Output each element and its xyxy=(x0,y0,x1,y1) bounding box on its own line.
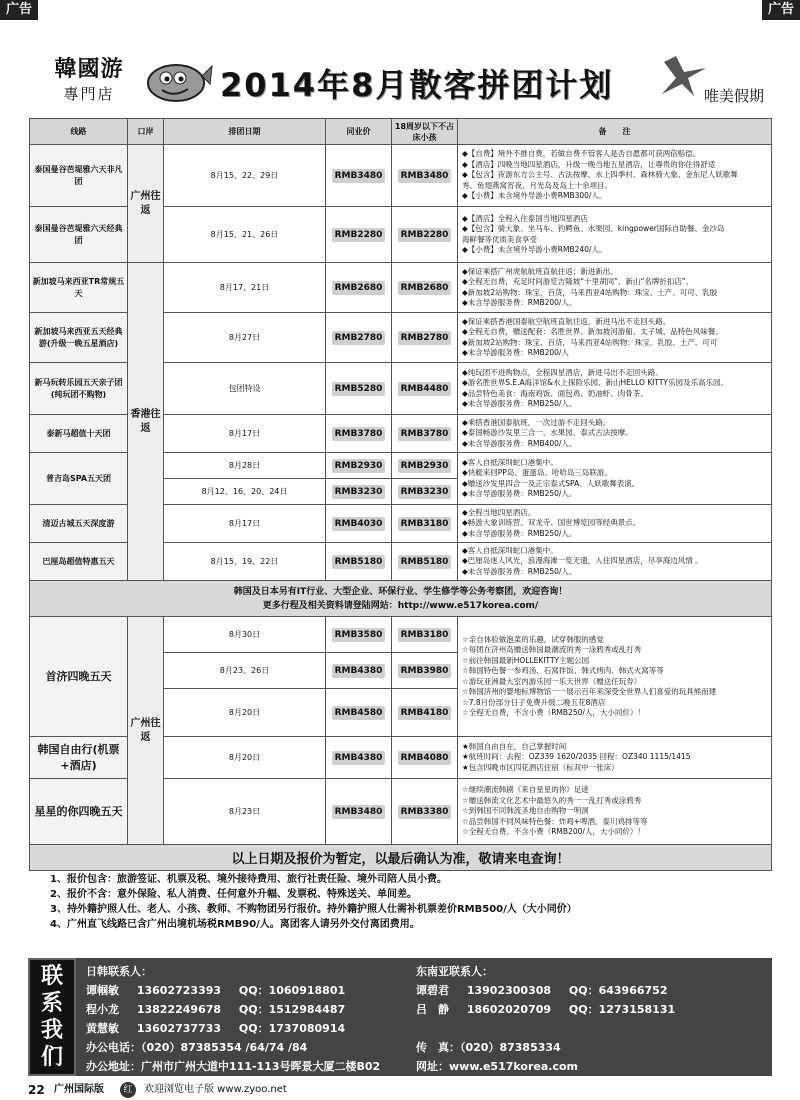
tour-date: 8月20日 xyxy=(164,689,326,737)
child-price: RMB3230 xyxy=(398,485,452,499)
note-line: ◆全程无自费，充足时间游览吉隆坡“十里胡同”、新山“名牌折扣店”。 xyxy=(462,277,694,286)
child-price: RMB3180 xyxy=(398,628,452,642)
ebook-link[interactable]: 欢迎浏览电子版 www.zyoo.net xyxy=(144,1084,287,1095)
contact-side-char: 们 xyxy=(40,1045,63,1070)
route-name: 新马玩转乐园五天亲子团(纯玩团不购物) xyxy=(30,363,128,415)
contact-row xyxy=(86,1019,416,1038)
tour-notes xyxy=(458,505,772,543)
contact-panel xyxy=(28,958,772,1076)
child-price: RMB2780 xyxy=(398,331,452,345)
note-line: ☆韩国济州的婴地标博物馆一一展示百年来深受全世界人们喜爱的玩具熊而建 xyxy=(462,687,717,696)
contact-qq: QQ：1060918801 xyxy=(238,984,346,997)
tour-notes xyxy=(458,453,772,505)
child-price: RMB2930 xyxy=(398,459,452,473)
route-name: 清迈古城五天深度游 xyxy=(30,505,128,543)
route-name: 泰新马超值十天团 xyxy=(30,415,128,453)
contact-phone[interactable]: 13902300308 xyxy=(466,984,552,997)
tour-notes xyxy=(458,779,772,845)
tour-date: 8月20日 xyxy=(164,737,326,779)
page-footer xyxy=(0,1080,800,1100)
tour-date: 8月12、16、20、24日 xyxy=(164,479,326,505)
contact-qq: QQ：1273158131 xyxy=(568,1003,676,1016)
note-line: ◆【自费】境外不推自费，若做自费不管客人是否自愿都可获两倍赔偿。 xyxy=(462,149,701,159)
trade-price: RMB4380 xyxy=(332,664,386,678)
note-line: ☆赠送韩流文化艺术中最悠久的秀一一乱打秀或涂鸦秀 xyxy=(462,795,642,805)
note-line: ◆保证乘搭广州虎航航班直航往返；新进新出。 xyxy=(462,266,618,276)
col-price: 同业价 xyxy=(326,119,392,145)
tour-date: 8月23、26日 xyxy=(164,653,326,689)
contact-qq: QQ：643966752 xyxy=(568,984,668,997)
note-line: ◆未含导游服务费：RMB200/人 xyxy=(462,348,569,357)
note-line: ☆前往韩国最新HOLLEKITTY主题公园 xyxy=(462,655,590,665)
note-line: ◆快艇来回PP岛、蛋蛋岛、哈哈岛三岛联游。 xyxy=(462,468,612,477)
website-link[interactable]: 网址：www.e517korea.com xyxy=(416,1060,578,1073)
note-line: ◆保证乘搭香港国泰航空航班直航往返，新进马出不走回头路。 xyxy=(462,316,671,326)
route-name: 首济四晚五天 xyxy=(30,617,128,737)
publication-name: 广州国际版 xyxy=(54,1084,104,1095)
tour-notes xyxy=(458,263,772,313)
korea-contacts xyxy=(86,962,416,1076)
contact-phone[interactable]: 13602723393 xyxy=(136,984,222,997)
tour-date: 8月23日 xyxy=(164,779,326,845)
note-line: ☆亲自体验做泡菜的乐趣，试穿韩服的感觉 xyxy=(462,634,604,644)
note-line: ☆继续潮流韩剧《来自星星的你》足迹 xyxy=(462,785,589,795)
brand-logo xyxy=(34,52,144,104)
partner-logo-text: 唯美假期 xyxy=(703,87,764,105)
contact-name: 黄慧敏 xyxy=(86,1022,119,1035)
korea-contacts-title: 日韩联系人： xyxy=(86,965,152,978)
sea-contacts-title: 东南亚联系人： xyxy=(416,965,493,978)
note-line: ◆【小费】未含境外导游小费RMB240/人。 xyxy=(462,245,607,254)
note-line: ◆未含导游服务费：RMB250/人。 xyxy=(462,489,577,498)
note-line: ◆品尝特色美食：海南鸡饭、面包鸡、奶油虾、肉骨茶。 xyxy=(462,388,648,398)
trade-price: RMB3230 xyxy=(332,485,386,499)
child-price: RMB4080 xyxy=(398,751,452,765)
note-line: ◆未含导游服务费：RMB250/人。 xyxy=(462,566,577,576)
tour-date: 8月15、19、22日 xyxy=(164,543,326,581)
note-line: ◆未含导游服务费：RMB400/人。 xyxy=(462,438,577,448)
trade-price: RMB3480 xyxy=(332,805,386,819)
tour-date: 8月30日 xyxy=(164,617,326,653)
table-row xyxy=(30,263,772,313)
note-line: ◆【包含】夜游东方公主号、古法按摩、水上四季村、森林骑大象、金东尼人妖歌舞 xyxy=(462,170,738,180)
tour-notes xyxy=(458,737,772,779)
note-line: ★韩国自由自在，自己掌握时间 xyxy=(462,741,567,751)
trade-price: RMB3780 xyxy=(332,427,386,441)
contact-name: 程小龙 xyxy=(86,1003,119,1016)
child-price: RMB4480 xyxy=(398,382,452,396)
note-line: ◆客人自抵深圳蛇口港集中。 xyxy=(462,545,558,555)
note-line: ◆泰国畅游沙发里三合一、水果园、泰式古法按摩。 xyxy=(462,428,633,438)
tour-date: 8月17日 xyxy=(164,415,326,453)
tour-notes xyxy=(458,617,772,737)
footnotes xyxy=(50,872,750,932)
child-price: RMB2280 xyxy=(398,228,452,242)
footnote-2: 2、报价不含：意外保险、私人消费、任何意外升幅、发票税、特殊送关、单间差。 xyxy=(50,889,417,900)
contact-name: 谭帼敏 xyxy=(86,984,119,997)
contact-row xyxy=(416,1000,766,1019)
brand-line2: 專門店 xyxy=(63,85,115,103)
info-band-line2: 更多行程及相关资料请登陆网站：http://www.e517korea.com/ xyxy=(262,600,539,611)
contact-side-char: 联 xyxy=(40,964,63,989)
note-line: ◆【包含】骑大象、坐马车、钓鳄鱼、水果园、kingpower国际自助餐、金沙岛 xyxy=(462,224,725,233)
trade-price: RMB2780 xyxy=(332,331,386,345)
port-guangzhou-korea: 广州往返 xyxy=(128,617,164,845)
note-line: ◆未含导游服务费：RMB200/人。 xyxy=(462,298,577,307)
col-route: 线路 xyxy=(30,119,128,145)
note-line: ◆客人自抵深圳蛇口港集中。 xyxy=(462,457,558,467)
contact-side-char: 系 xyxy=(40,991,63,1016)
contact-name: 吕 静 xyxy=(416,1003,449,1016)
child-price: RMB4180 xyxy=(398,706,452,720)
tour-notes xyxy=(458,543,772,581)
tour-notes xyxy=(458,145,772,207)
contact-qq: QQ：1737080914 xyxy=(238,1022,346,1035)
note-line: ◆全程当地四星酒店。 xyxy=(462,507,536,517)
contact-name: 谭碧君 xyxy=(416,984,449,997)
trade-price: RMB3580 xyxy=(332,628,386,642)
footnote-3: 3、持外籍护照人仕、老人、小孩、教师、不购物团另行报价。持外籍护照人仕需补机票差价RMB500/人（大小同价） xyxy=(50,904,577,915)
port-hongkong: 香港往返 xyxy=(128,263,164,581)
trade-price: RMB2280 xyxy=(332,228,386,242)
page-number: 22 xyxy=(28,1083,45,1097)
disclaimer-text: 以上日期及报价为暂定，以最后确认为准，敬请来电查询！ xyxy=(30,845,772,871)
note-line: ◆【酒店】全程入住泰国当地四星酒店 xyxy=(462,213,588,223)
route-name: 普吉岛SPA五天团 xyxy=(30,453,128,505)
tour-notes xyxy=(458,207,772,263)
child-price: RMB5180 xyxy=(398,555,452,569)
note-line: ◆【小费】未含境外导游小费RMB300/人。 xyxy=(462,191,607,201)
info-band-cell xyxy=(30,581,772,617)
note-line: ☆全程无自费、不含小费（RMB200/人，大小同价）！ xyxy=(462,827,645,837)
route-name: 泰国曼谷芭堤雅六天经典团 xyxy=(30,207,128,263)
note-line: ◆未含导游服务费：RMB250/人。 xyxy=(462,399,577,408)
contact-side-label xyxy=(28,958,76,1076)
note-line: ☆游玩亚洲最大室内游乐园一乐天世界（赠送任玩券） xyxy=(462,676,642,686)
route-name: 韩国自由行(机票+酒店) xyxy=(30,737,128,779)
note-line: ◆巴厘岛迷人风光，浪漫海滩一览无遗，入住四星酒店，尽享海边风情 。 xyxy=(462,556,703,566)
tour-notes xyxy=(458,313,772,363)
note-line: ◆纯玩团不进购物点，全程四星酒店，新进马出不走回头路。 xyxy=(462,367,663,377)
col-date: 排团日期 xyxy=(164,119,326,145)
ad-label-left: 广告 xyxy=(0,0,38,20)
note-line: ◆新加坡2站购物：珠宝、百货，马来西亚4站购物：珠宝、土产、可可、乳胶 xyxy=(462,287,718,297)
note-line: ☆到韩国不同韩流圣地自由购物一明洞 xyxy=(462,806,589,816)
tour-date: 8月15、21、26日 xyxy=(164,207,326,263)
tour-notes xyxy=(458,415,772,453)
child-price: RMB3380 xyxy=(398,805,452,819)
note-line: ☆品尝韩国不同风味特色餐：炸鸡+啤酒，泰川鸡排等等 xyxy=(462,816,648,826)
trade-price: RMB2680 xyxy=(332,281,386,295)
col-child: 18周岁以下不占床小孩 xyxy=(392,119,458,145)
port-guangzhou: 广州往返 xyxy=(128,145,164,263)
page-title: 2014年8月散客拼团计划 xyxy=(220,66,614,104)
tour-notes xyxy=(458,363,772,415)
contact-row xyxy=(416,981,766,1000)
child-price: RMB3780 xyxy=(398,427,452,441)
note-line: ◆未含导游服务费：RMB250/人。 xyxy=(462,528,577,538)
trade-price: RMB4580 xyxy=(332,706,386,720)
trade-price: RMB4030 xyxy=(332,517,386,531)
child-price: RMB3180 xyxy=(398,517,452,531)
note-line: ★包含四晚市区四花酒店住宿（标双中一张床） xyxy=(462,762,619,772)
contact-row xyxy=(86,981,416,1000)
info-band xyxy=(30,581,772,617)
note-line: ◆畅游大象训练营、双龙寺、国世博览园等经典景点。 xyxy=(462,518,641,528)
route-name: 新加坡马来西亚TR常规五天 xyxy=(30,263,128,313)
tour-date: 包团特设 xyxy=(164,363,326,415)
table-row xyxy=(30,145,772,207)
tour-date: 8月17、21日 xyxy=(164,263,326,313)
col-notes: 备 注 xyxy=(458,119,772,145)
trade-price: RMB5180 xyxy=(332,555,386,569)
mascot-icon xyxy=(144,56,214,106)
footnote-4: 4、广州直飞线路已含广州出境机场税RMB90/人。离团客人请另外交付离团费用。 xyxy=(50,919,420,930)
col-port: 口岸 xyxy=(128,119,164,145)
route-name: 新加坡马来西亚五天经典游(升级一晚五星酒店) xyxy=(30,313,128,363)
contact-side-char: 我 xyxy=(40,1018,63,1043)
note-line: ★航班时间：去程：OZ339 1620/2035 回程：OZ340 1115/1415 xyxy=(462,752,691,762)
disclaimer-band xyxy=(30,845,772,871)
contact-qq: QQ：1512984487 xyxy=(238,1003,346,1016)
note-line: ☆每团在济州岛赠送韩国最潮流的秀一涂鸦秀或乱打秀 xyxy=(462,645,642,654)
office-fax: 传 真：（020）87385334 xyxy=(416,1041,561,1054)
brand-line1: 韓國游 xyxy=(54,56,124,82)
note-line: ◆乘搭香港国泰航班，一次过游不走回头路。 xyxy=(462,417,611,427)
note-line: ☆韩国特色餐一参鸡汤、石窝拌饭、韩式烤肉、韩式火窝等等 xyxy=(462,666,664,675)
child-price: RMB3980 xyxy=(398,664,452,678)
note-line: ◆新加坡2站购物：珠宝、百货，马来西亚4站购物：珠宝、乳胶、土产、可可 xyxy=(462,337,718,347)
ad-label-right: 广告 xyxy=(762,0,800,20)
tour-date: 8月28日 xyxy=(164,453,326,479)
note-line: 海鲜餐等优质美食享受 xyxy=(462,234,537,244)
trade-price: RMB4380 xyxy=(332,751,386,765)
header xyxy=(20,38,780,116)
contact-phone[interactable]: 18602020709 xyxy=(466,1003,552,1016)
office-address: 办公地址：广州市广州大道中111-113号晖景大厦二楼B02 xyxy=(86,1060,381,1073)
table-row xyxy=(30,617,772,653)
route-name: 星星的你四晚五天 xyxy=(30,779,128,845)
footnote-1: 1、报价包含：旅游签证、机票及税、境外接待费用、旅行社责任险、境外司陪人员小费。 xyxy=(50,874,447,885)
note-line: ☆7.8月份部分日子免费升级二晚五花8酒店 xyxy=(462,697,606,707)
trade-price: RMB3480 xyxy=(332,169,386,183)
partner-logo xyxy=(654,48,764,114)
child-price: RMB2680 xyxy=(398,281,452,295)
contact-phone[interactable]: 13602737733 xyxy=(136,1022,222,1035)
note-line: ☆全程无自费，不含小费（RMB250/人，大小同价）！ xyxy=(462,708,645,717)
note-line: ◆赠送沙发里四合一及正宗泰式SPA、人妖歌舞表演。 xyxy=(462,478,640,488)
sea-contacts xyxy=(416,962,766,1076)
note-line: ◆游名胜世界S.E.A海洋馆&水上探险乐园、新山HELLO KITTY乐园及乐高乐园。 xyxy=(462,378,729,387)
tour-table xyxy=(29,118,771,871)
tour-date: 8月15、22、29日 xyxy=(164,145,326,207)
trade-price: RMB5280 xyxy=(332,382,386,396)
note-line: ◆【酒店】四晚当地四星酒店，升级一晚当地五星酒店，让尊贵的你住得舒适 xyxy=(462,159,716,169)
note-line: ◆全程无自费，赠送配套：名胜世界、新加坡河游船、太子城、品特色风味餐。 xyxy=(462,327,723,336)
table-header-row xyxy=(30,119,772,145)
tour-date: 8月17日 xyxy=(164,505,326,543)
child-price: RMB3480 xyxy=(398,169,452,183)
route-name: 巴厘岛超值特惠五天 xyxy=(30,543,128,581)
info-band-line1: 韩国及日本另有IT行业、大型企业、环保行业、学生修学等公务考察团，欢迎咨询！ xyxy=(233,586,568,597)
tour-date: 8月27日 xyxy=(164,313,326,363)
note-line: 秀、鱼翅燕窝宵夜、月光岛及岛上十余项目。 xyxy=(462,180,612,190)
trade-price: RMB2930 xyxy=(332,459,386,473)
office-tel: 办公电话：（020）87385354 /64/74 /84 xyxy=(86,1041,308,1054)
publication-logo-icon: 红 xyxy=(120,1082,136,1098)
contact-row xyxy=(86,1000,416,1019)
route-name: 泰国曼谷芭堤雅六天非凡团 xyxy=(30,145,128,207)
contact-phone[interactable]: 13822249678 xyxy=(136,1003,222,1016)
